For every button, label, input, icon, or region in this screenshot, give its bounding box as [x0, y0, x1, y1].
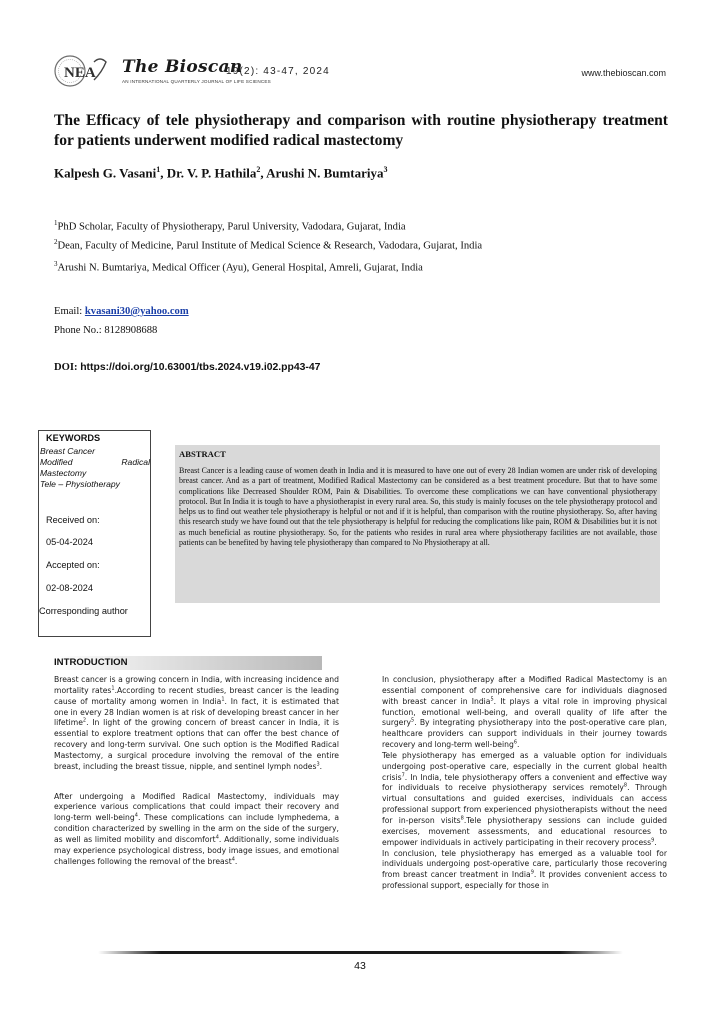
journal-header [54, 54, 666, 90]
author-name: Kalpesh G. Vasani [54, 165, 157, 181]
intro-paragraph: In conclusion, physiotherapy after a Modified Radical Mastectomy is an essential component of comprehensive care for individuals diagnosed with breast cancer in India$^5$. It plays a vital role in improving physical function, emotional well-being, and overall quality of life after the surgery$^5$. By integrating physiotherapy into the post-operative care plan, healthcare providers can support individuals in their journey towards recovery and long-term well-being$^6$. [382, 675, 667, 750]
footer-divider [98, 951, 623, 954]
citation-sup: 3 [316, 761, 320, 768]
affiliation-sup: 3 [54, 260, 58, 268]
journal-website[interactable]: www.thebioscan.com [581, 68, 666, 78]
citation-sup: 4 [215, 834, 219, 841]
phone-line: Phone No.: 8128908688 [54, 325, 158, 336]
author-separator: , [160, 165, 167, 181]
email-label: Email: [54, 306, 85, 317]
affiliation-text: Arushi N. Bumtariya, Medical Officer (Ayu), General Hospital, Amreli, Gujarat, India [57, 262, 423, 274]
affiliation-sup: 2 [54, 238, 58, 246]
volume-issue: 19(2): 43-47, 2024 [226, 66, 330, 77]
keywords-sidebar [38, 430, 151, 637]
corresponding-author-label: Corresponding author [39, 606, 128, 616]
citation-sup: 1 [221, 696, 225, 703]
doi-line [54, 362, 320, 373]
citation-sup: 9 [651, 837, 655, 844]
citation-sup: 8 [460, 815, 464, 822]
affiliation-1 [54, 219, 406, 233]
affiliation-text: PhD Scholar, Faculty of Physiotherapy, Parul University, Vadodara, Gujarat, India [57, 221, 406, 233]
email-link[interactable]: kvasani30@yahoo.com [84, 306, 189, 317]
citation-sup: 7 [401, 772, 405, 779]
page-number: 43 [354, 960, 366, 972]
author-name: Dr. V. P. Hathila [166, 165, 257, 181]
author-affil-sup: 1 [156, 165, 161, 174]
keywords-heading: KEYWORDS [46, 433, 101, 443]
intro-right-column [382, 675, 667, 892]
affiliation-sup: 1 [54, 219, 58, 227]
citation-sup: 9 [530, 869, 534, 876]
accepted-date: 02-08-2024 [46, 583, 93, 593]
keyword-item: Mastectomy [40, 468, 87, 478]
intro-paragraph: Breast cancer is a growing concern in India, with increasing incidence and mortality rates$^1$.According to recent studies, breast cancer is the leading cause of mortality among women in India$^1$. In fact, it is estimated that one in every 28 Indian women is at risk of developing breast cancer in her lifetime$^2$. In light of the growing concern of breast cancer in India, it is essential to explore treatment options that can offer the best chance of recovery and long-term survival. One such option is the Modified Radical Mastectomy, a surgical procedure involving the removal of the entire breast, including the breast tissue, nipple, and sentinel lymph nodes$^3$. [54, 675, 340, 771]
doi-label: DOI: [54, 362, 81, 373]
intro-paragraph: In conclusion, tele physiotherapy has emerged as a valuable tool for individuals undergoing post-operative care, particularly those recovering from breast cancer treatment in India$^9$. It provides convenient access to professional support, especially for those in [382, 848, 667, 891]
introduction-heading: INTRODUCTION [54, 657, 128, 668]
doi-link[interactable]: https://doi.org/10.63001/tbs.2024.v19.i02.pp43-47 [80, 362, 321, 373]
author-list [54, 165, 388, 181]
citation-sup: 4 [231, 856, 235, 863]
author-affil-sup: 2 [256, 165, 261, 174]
abstract-body: Breast Cancer is a leading cause of women death in India and it is measured to have one out of every 28 Indian women are under risk of developing breast cancer. And as a part of treatment, Modified Radical Mastectomy can be considered as a best treatment procedure. But that to have some complications like Decreased Shoulder ROM, Pain & Disabilities. To overcome these complications we can have conventional physiotherapy protocol. But In India it is tough to have a physiotherapist in every rural area. So, this study is mainly focuses on the tele physiotherapy protocol and helps us to find out weather tele physiotherapy is helpful or not and if it is helpful, than comparison with the routine physiotherapy. So, after having this research study we have found out that the tele physiotherapy is helpful for reducing the complications like pain, ROM & Disabilities but it is not as much beneficial as routine physiotherapy. So, for the patients who resides in rural area where physiotherapy facilities are not available, those patients can be benefited by having tele physiotherapy than compared to No Physiotherapy at all. [179, 466, 657, 548]
citation-sup: 6 [513, 739, 517, 746]
affiliation-2 [54, 238, 482, 252]
received-date: 05-04-2024 [46, 537, 93, 547]
abstract-box [175, 445, 660, 603]
keyword-item: Modified Radical [40, 457, 150, 467]
author-separator: , [260, 165, 267, 181]
journal-seal-logo [54, 54, 118, 88]
email-line [54, 306, 189, 317]
keyword-item: Tele – Physiotherapy [40, 479, 120, 489]
intro-left-column [54, 675, 339, 868]
intro-paragraph: Tele physiotherapy has emerged as a valuable option for individuals undergoing post-operative care, especially in the current global health crisis$^7$. In India, tele physiotherapy offers a convenient and effective way for individuals to receive physiotherapy services remotely$^8$. Through virtual consultations and guided exercises, individuals can access professional support from experienced physiotherapists without the need for in-person visits$^8$.Tele physiotherapy sessions can include guided exercises, movement assessments, and educational resources to empower individuals in actively participating in their recovery process$^9$. [382, 750, 667, 847]
citation-sup: 2 [82, 717, 87, 724]
journal-name: The Bioscan [122, 57, 243, 77]
author-affil-sup: 3 [383, 165, 388, 174]
citation-sup: 4 [134, 812, 138, 819]
accepted-label: Accepted on: [46, 560, 100, 570]
journal-subtitle: AN INTERNATIONAL QUARTERLY JOURNAL OF LIFE SCIENCES [122, 79, 271, 84]
svg-text:NEA: NEA [64, 65, 96, 81]
affiliation-3 [54, 260, 423, 274]
received-label: Received on: [46, 515, 100, 525]
author-name: Arushi N. Bumtariya [266, 165, 384, 181]
article-title: The Efficacy of tele physiotherapy and comparison with routine physiotherapy treatment for patients underwent modified radical mastectomy [54, 112, 668, 149]
intro-paragraph: After undergoing a Modified Radical Mastectomy, individuals may experience various complications that could impact their recovery and long-term well-being$^4$. These complications can include lymphedema, a condition characterized by swelling in the arm on the side of the surgery, as well as limited mobility and discomfort$^4$. Additionally, some individuals may experience psychological distress, body image issues, and emotional challenges following the removal of the breast$^4$. [54, 791, 339, 866]
affiliation-text: Dean, Faculty of Medicine, Parul Institute of Medical Science & Research, Vadodara, Gujarat, India [57, 240, 483, 252]
citation-sup: 5 [490, 696, 494, 703]
citation-sup: 5 [411, 717, 415, 724]
citation-sup: 8 [623, 782, 628, 789]
abstract-heading: ABSTRACT [179, 449, 226, 459]
citation-sup: 1 [111, 685, 115, 692]
keyword-item: Breast Cancer [40, 446, 95, 456]
introduction-heading-bar [54, 656, 322, 670]
